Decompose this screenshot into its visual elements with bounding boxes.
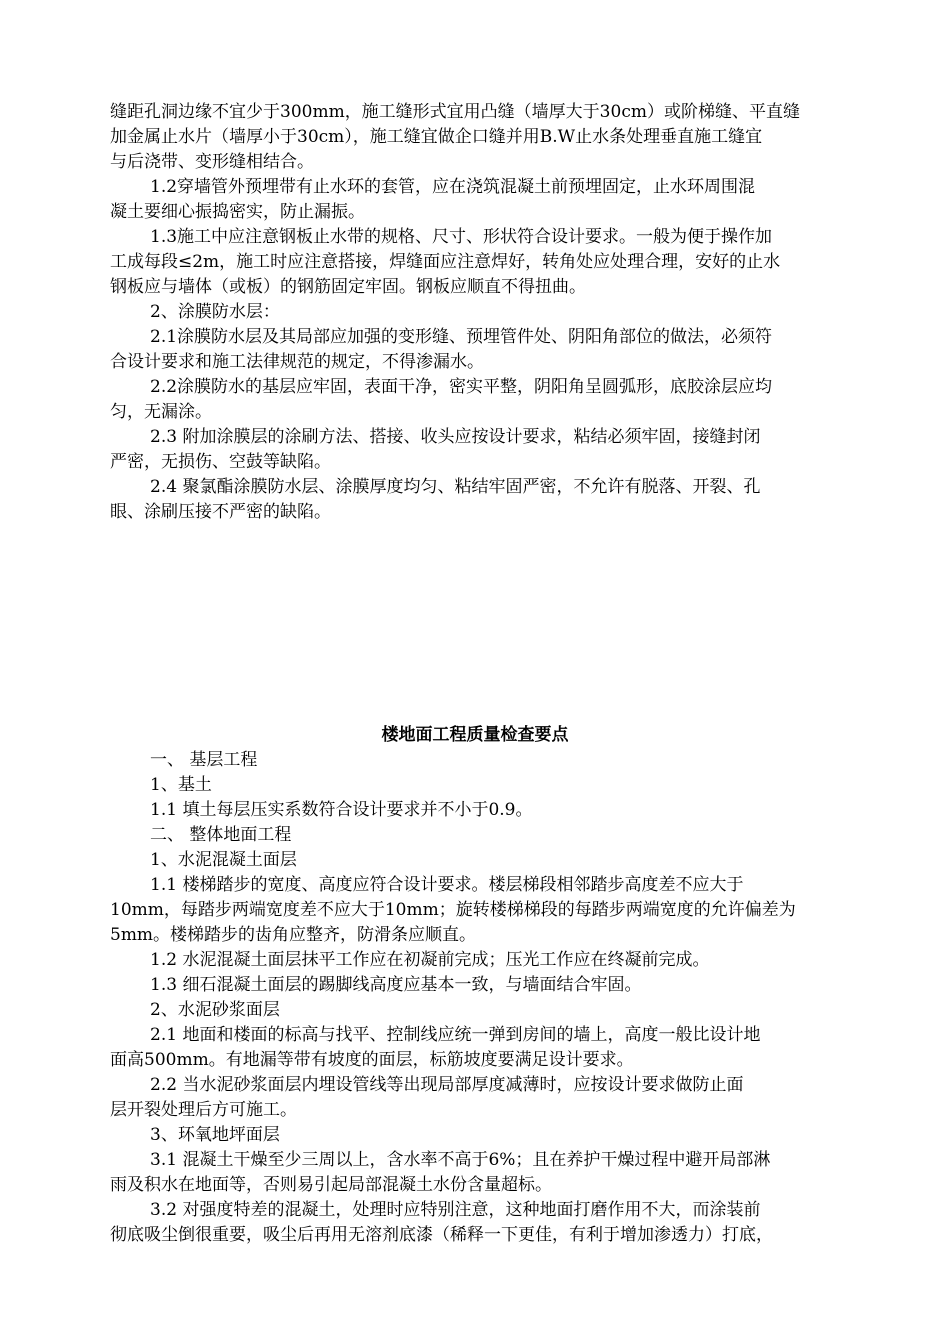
paragraph-line: 2.2 当水泥砂浆面层内埋设管线等出现局部厚度减薄时，应按设计要求做防止面 [150,1075,744,1095]
paragraph-line: 2.1涂膜防水层及其局部应加强的变形缝、预埋管件处、阴阳角部位的做法，必须符 [150,327,773,347]
paragraph-line: 合设计要求和施工法律规范的规定，不得渗漏水。 [110,352,484,372]
paragraph-line: 工成每段≤2m，施工时应注意搭接，焊缝面应注意焊好，转角处应处理合理，安好的止水 [110,252,781,272]
paragraph-line: 面高500mm。有地漏等带有坡度的面层，标筋坡度要满足设计要求。 [110,1050,634,1070]
paragraph-line: 3.2 对强度特差的混凝土，处理时应特别注意，这种地面打磨作用不大，而涂装前 [150,1200,761,1220]
paragraph-line: 层开裂处理后方可施工。 [110,1100,297,1120]
subheading: 1、水泥混凝土面层 [150,850,297,870]
paragraph-line: 雨及积水在地面等，否则易引起局部混凝土水份含量超标。 [110,1175,552,1195]
subheading: 3、环氧地坪面层 [150,1125,280,1145]
heading-line: 一、 基层工程 [150,750,258,770]
subheading: 2、涂膜防水层： [150,302,280,322]
paragraph-line: 2.4 聚氯酯涂膜防水层、涂膜厚度均匀、粘结牢固严密，不允许有脱落、开裂、孔 [150,477,761,497]
paragraph-line: 1.3施工中应注意钢板止水带的规格、尺寸、形状符合设计要求。一般为便于操作加 [150,227,773,247]
paragraph-line: 5mm。楼梯踏步的齿角应整齐，防滑条应顺直。 [110,925,477,945]
paragraph-line: 3.1 混凝土干燥至少三周以上，含水率不高于6%；且在养护干燥过程中避开局部淋 [150,1150,771,1170]
paragraph-line: 1.2 水泥混凝土面层抹平工作应在初凝前完成；压光工作应在终凝前完成。 [150,950,710,970]
paragraph-line: 1.3 细石混凝土面层的踢脚线高度应基本一致，与墙面结合牢固。 [150,975,642,995]
paragraph-line: 加金属止水片（墙厚小于30cm），施工缝宜做企口缝并用B.W止水条处理垂直施工缝宜 [110,127,763,147]
paragraph-line: 2.1 地面和楼面的标高与找平、控制线应统一弹到房间的墙上，高度一般比设计地 [150,1025,761,1045]
paragraph-line: 凝土要细心振捣密实，防止漏振。 [110,202,365,222]
paragraph-line: 彻底吸尘倒很重要，吸尘后再用无溶剂底漆（稀释一下更佳，有利于增加渗透力）打底， [110,1225,773,1245]
paragraph-line: 1.1 楼梯踏步的宽度、高度应符合设计要求。楼层梯段相邻踏步高度差不应大于 [150,875,744,895]
paragraph-line: 1.2穿墙管外预埋带有止水环的套管，应在浇筑混凝土前预埋固定，止水环周围混 [150,177,756,197]
paragraph-line: 2.2涂膜防水的基层应牢固，表面干净，密实平整，阴阳角呈圆弧形，底胶涂层应均 [150,377,773,397]
subheading: 1、基土 [150,775,212,795]
paragraph-line: 匀，无漏涂。 [110,402,212,422]
paragraph-line: 严密，无损伤、空鼓等缺陷。 [110,452,331,472]
section-title: 楼地面工程质量检查要点 [381,725,569,745]
subheading: 2、水泥砂浆面层 [150,1000,280,1020]
paragraph-line: 2.3 附加涂膜层的涂刷方法、搭接、收头应按设计要求，粘结必须牢固，接缝封闭 [150,427,761,447]
paragraph-line: 缝距孔洞边缘不宜少于300mm，施工缝形式宜用凸缝（墙厚大于30cm）或阶梯缝、平直缝 [110,102,800,122]
paragraph-line: 1.1 填土每层压实系数符合设计要求并不小于0.9。 [150,800,533,820]
paragraph-line: 钢板应与墙体（或板）的钢筋固定牢固。钢板应顺直不得扭曲。 [110,277,586,297]
heading-line: 二、 整体地面工程 [150,825,292,845]
paragraph-line: 10mm，每踏步两端宽度差不应大于10mm；旋转楼梯梯段的每踏步两端宽度的允许偏差为 [110,900,796,920]
paragraph-line: 与后浇带、变形缝相结合。 [110,152,314,172]
paragraph-line: 眼、涂刷压接不严密的缺陷。 [110,502,331,522]
